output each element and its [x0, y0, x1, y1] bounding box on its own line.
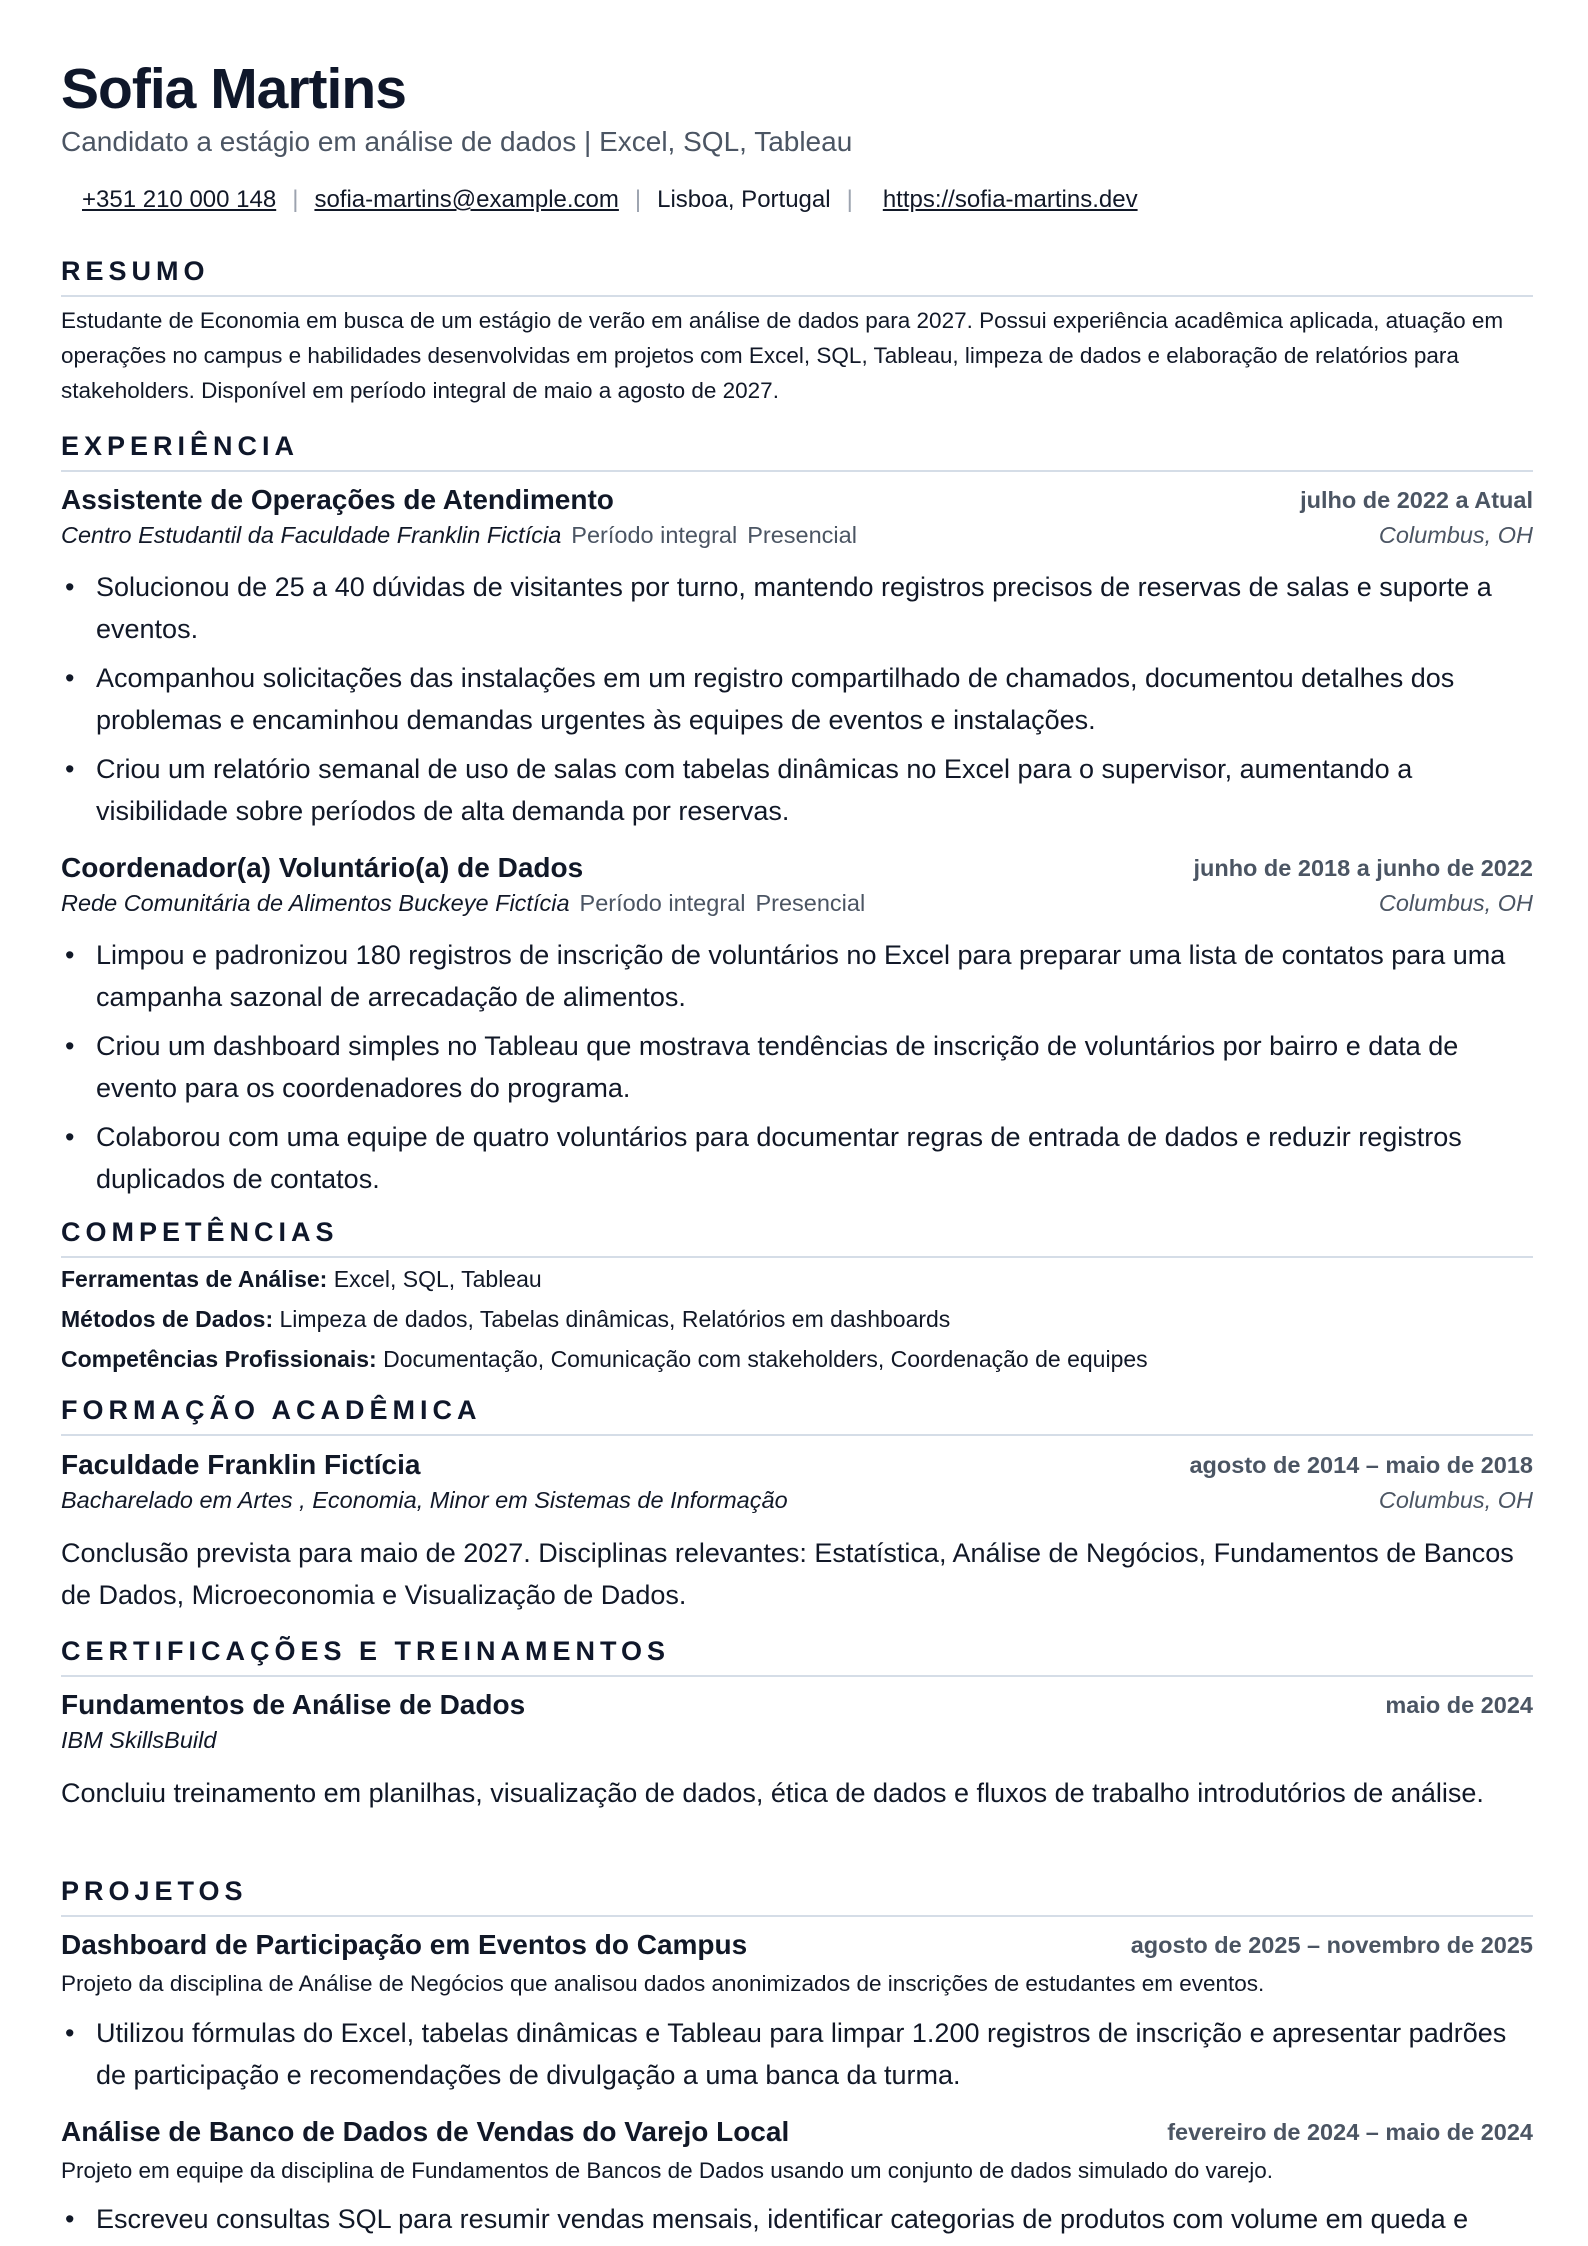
list-item: • Acompanhou solicitações das instalações em um registro compartilhado de chamados, documentou detalhes dos problemas e encaminhou demandas urgentes às equipes de eventos e instalações. — [61, 657, 1533, 741]
certification-issuer: IBM SkillsBuild — [61, 1727, 217, 1753]
summary-text: Estudante de Economia em busca de um estágio de verão em análise de dados para 2027. Possui experiência acadêmica aplicada, atuação em operações no campus e habilidades desenvolvidas em projetos com Excel, SQL, Tableau, limpeza de dados e elaboração de relatórios para stakeholders. Disponível em período integral de maio a agosto de 2027. — [61, 308, 1504, 403]
job-title: Coordenador(a) Voluntário(a) de Dados — [61, 852, 584, 883]
skill-label: Ferramentas de Análise: — [61, 1266, 328, 1292]
project-bullets — [61, 2198, 1533, 2246]
list-item: • Escreveu consultas SQL para resumir vendas mensais, identificar categorias de produtos com volume em queda e — [61, 2198, 1533, 2240]
website-link[interactable]: https://sofia-martins.dev — [882, 186, 1138, 213]
skill-row — [61, 1346, 1148, 1373]
phone-link[interactable]: +351 210 000 148 — [82, 186, 277, 213]
project-name: Análise de Banco de Dados de Vendas do Varejo Local — [61, 2116, 790, 2147]
list-item: • Utilizou fórmulas do Excel, tabelas dinâmicas e Tableau para limpar 1.200 registros de inscrição e apresentar padrões de participação e recomendações de divulgação a uma banca da turma. — [61, 2012, 1533, 2096]
skill-row — [61, 1266, 542, 1293]
job-organization-line — [61, 890, 865, 917]
list-item: • Criou um dashboard simples no Tableau que mostrava tendências de inscrição de voluntários por bairro e data de evento para os coordenadores do programa. — [61, 1025, 1533, 1109]
certification-date: maio de 2024 — [1385, 1692, 1533, 1718]
project-dates: agosto de 2025 – novembro de 2025 — [1130, 1932, 1533, 1958]
project-dates: fevereiro de 2024 – maio de 2024 — [1167, 2119, 1533, 2145]
candidate-name: Sofia Martins — [61, 57, 406, 121]
project-name: Dashboard de Participação em Eventos do Campus — [61, 1929, 748, 1960]
list-item: • Criou um relatório semanal de uso de salas com tabelas dinâmicas no Excel para o supervisor, aumentando a visibilidade sobre períodos de alta demanda por reservas. — [61, 748, 1533, 832]
education-details: Conclusão prevista para maio de 2027. Disciplinas relevantes: Estatística, Análise de Negócios, Fundamentos de Bancos de Dados, Microeconomia e Visualização de Dados. — [61, 1538, 1514, 1610]
candidate-headline: Candidato a estágio em análise de dados | Excel, SQL, Tableau — [61, 126, 853, 157]
skill-value: Limpeza de dados, Tabelas dinâmicas, Relatórios em dashboards — [279, 1306, 951, 1332]
certification-issuer-line — [61, 1727, 216, 1754]
list-item: • Colaborou com uma equipe de quatro voluntários para documentar regras de entrada de dados e reduzir registros duplicados de contatos. — [61, 1116, 1533, 1200]
job-organization: Centro Estudantil da Faculdade Franklin Fictícia — [61, 522, 562, 548]
job-dates: julho de 2022 a Atual — [1300, 487, 1533, 513]
job-organization-line — [61, 522, 857, 549]
job-type: Período integral — [579, 890, 746, 916]
skill-value: Documentação, Comunicação com stakeholders, Coordenação de equipes — [383, 1346, 1148, 1372]
location-text: Lisboa, Portugal — [657, 186, 831, 213]
job-type: Período integral — [571, 522, 738, 548]
school-name: Faculdade Franklin Fictícia — [61, 1449, 421, 1480]
degree-line — [61, 1487, 788, 1514]
job-dates: junho de 2018 a junho de 2022 — [1193, 855, 1533, 881]
job-location: Columbus, OH — [1378, 890, 1533, 916]
skill-row — [61, 1306, 950, 1333]
job-mode: Presencial — [755, 890, 866, 916]
project-description: Projeto da disciplina de Análise de Negócios que analisou dados anonimizados de inscrições de estudantes em eventos. — [61, 1971, 1265, 1996]
section-title-education: FORMAÇÃO ACADÊMICA — [61, 1395, 1533, 1436]
contact-separator: | — [292, 186, 299, 213]
job-bullets — [61, 934, 1533, 1207]
list-item: • Limpou e padronizou 180 registros de inscrição de voluntários no Excel para preparar uma lista de contatos para uma campanha sazonal de arrecadação de alimentos. — [61, 934, 1533, 1018]
skill-label: Competências Profissionais: — [61, 1346, 377, 1372]
contact-line — [82, 186, 1138, 214]
job-title: Assistente de Operações de Atendimento — [61, 484, 614, 515]
section-title-certifications: CERTIFICAÇÕES E TREINAMENTOS — [61, 1636, 1533, 1677]
certification-name: Fundamentos de Análise de Dados — [61, 1689, 526, 1720]
education-location: Columbus, OH — [1378, 1487, 1533, 1513]
section-title-projects: PROJETOS — [61, 1876, 1533, 1917]
section-title-summary: RESUMO — [61, 256, 1533, 297]
job-mode: Presencial — [747, 522, 857, 548]
section-title-skills: COMPETÊNCIAS — [61, 1217, 1533, 1258]
contact-separator: | — [634, 186, 642, 213]
job-organization: Rede Comunitária de Alimentos Buckeye Fictícia — [61, 890, 570, 916]
degree: Bacharelado em Artes , Economia, Minor em Sistemas de Informação — [61, 1487, 788, 1513]
project-bullets — [61, 2012, 1533, 2103]
skill-value: Excel, SQL, Tableau — [333, 1266, 542, 1292]
certification-details: Concluiu treinamento em planilhas, visualização de dados, ética de dados e fluxos de trabalho introdutórios de análise. — [61, 1778, 1484, 1808]
list-item: • Solucionou de 25 a 40 dúvidas de visitantes por turno, mantendo registros precisos de reservas de salas e suporte a eventos. — [61, 566, 1533, 650]
contact-separator: | — [846, 186, 853, 213]
project-description: Projeto em equipe da disciplina de Fundamentos de Bancos de Dados usando um conjunto de dados simulado do varejo. — [61, 2158, 1274, 2183]
section-title-experience: EXPERIÊNCIA — [61, 431, 1533, 472]
education-dates: agosto de 2014 – maio de 2018 — [1189, 1452, 1533, 1478]
job-bullets — [61, 566, 1533, 839]
job-location: Columbus, OH — [1378, 522, 1533, 548]
skill-label: Métodos de Dados: — [61, 1306, 274, 1332]
email-link[interactable]: sofia-martins@example.com — [314, 186, 619, 213]
